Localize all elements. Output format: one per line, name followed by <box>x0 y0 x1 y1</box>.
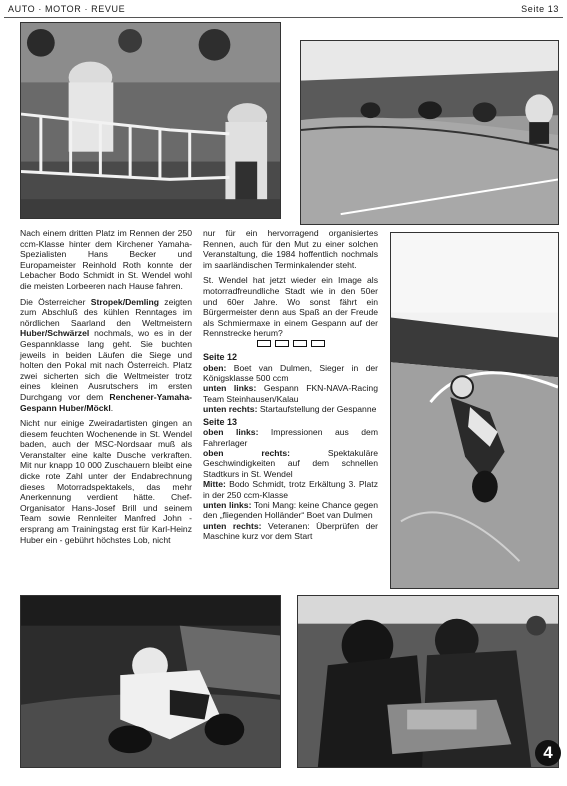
section-divider <box>203 340 378 347</box>
caption: unten links: Toni Mang: keine Chance gegen den „fliegenden Holländer“ Boet van Dulmen <box>203 500 378 521</box>
page-indicator: Seite 13 <box>521 4 559 14</box>
article-column-1 <box>20 228 192 550</box>
photo-veterans-machine <box>297 595 559 768</box>
paragraph: Nicht nur einige Zweiradartisten gingen an diesem feuchten Wochenende in St. Wendel baden, auch der MSC-Nordsaar muß als Veranstalter eine kalte Dusche verkraften. Mit nur knapp 10 000 Zuschauern bleibt eine dicke rote Zahl unter der Endabrechnung dieses Motorradspektakels, das mehr Anerkennung verdient hätte. Chef-Organisator Hans-Josef Brill und seinem Team sowie Rennleiter Manfred John - ersprang am Trainingstag erst für Karl-Heinz Huber ein - gebührt höchstes Lob, nicht <box>20 418 192 545</box>
captions-heading-page-13: Seite 13 <box>203 416 238 427</box>
caption: unten rechts: Startaufstellung der Gespanne <box>203 404 377 415</box>
captions-heading-page-12: Seite 12 <box>203 351 238 362</box>
paragraph: Nach einem dritten Platz im Rennen der 250 ccm-Klasse hinter dem Kirchener Yamaha-Spezialisten Hans Becker und Europameister Reinhold Roth konnte der Lebacher Bodo Schmidt in St. Wendel wohl die meisten Lorbeeren nach Hause fahren. <box>20 228 192 291</box>
paragraph: St. Wendel hat jetzt wieder ein Image als motorradfreundliche Stadt wie in den 50er und 60er Jahre. Wo sonst fährt ein Bürgermeister denn aus Spaß an der Freude als Schmiermaxe in einem Gespann auf der Rennstrecke herum? <box>203 275 378 339</box>
paragraph: nur für ein hervorragend organisiertes Rennen, auch für den Mut zu einer solchen Veranstaltung, die 1984 hoffentlich nochmals im saarländischen Terminkalender steht. <box>203 228 378 270</box>
page-number-badge: 4 <box>535 740 561 766</box>
caption: oben links: Impressionen aus dem Fahrerlager <box>203 427 378 448</box>
caption: oben rechts: Spektakuläre Geschwindigkeiten auf dem schnellen Stadtkurs in St. Wendel <box>203 447 378 479</box>
caption: oben: Boet van Dulmen, Sieger in der Königsklasse 500 ccm <box>203 362 378 383</box>
publication-name: AUTO · MOTOR · REVUE <box>8 4 126 14</box>
page-header <box>4 2 563 18</box>
photo-paddock-spectators <box>20 22 281 219</box>
caption: Mitte: Bodo Schmidt, trotz Erkältung 3. Platz in der 250 ccm-Klasse <box>203 479 378 500</box>
paragraph: Die Österreicher Stropek/Demling zeigten zum Abschluß des kühlen Renntages im nördlichen Saarland den Weltmeistern Huber/Schwärzel nochmals, wo es in der Gespannklasse lang geht. Sie buchten jeweils in beiden Läufen die Siege und holten den Pokal mit nach Österreich. Platz zwei sicherten sich die Weltmeister trotz eines kleinen Ausrutschers im ersten Durchgang vor dem Renchener-Yamaha-Gespann Huber/Möckl. <box>20 296 192 413</box>
caption: unten rechts: Veteranen: Überprüfen der Maschine kurz vor dem Start <box>203 520 379 542</box>
photo-rider-schmidt <box>390 232 559 589</box>
article-column-2 <box>203 228 378 542</box>
caption: unten links: Gespann FKN-NAVA-Racing Team Steinhausen/Kalau <box>203 383 378 404</box>
photo-rider-mang <box>20 595 281 768</box>
photo-race-curve <box>300 40 559 225</box>
